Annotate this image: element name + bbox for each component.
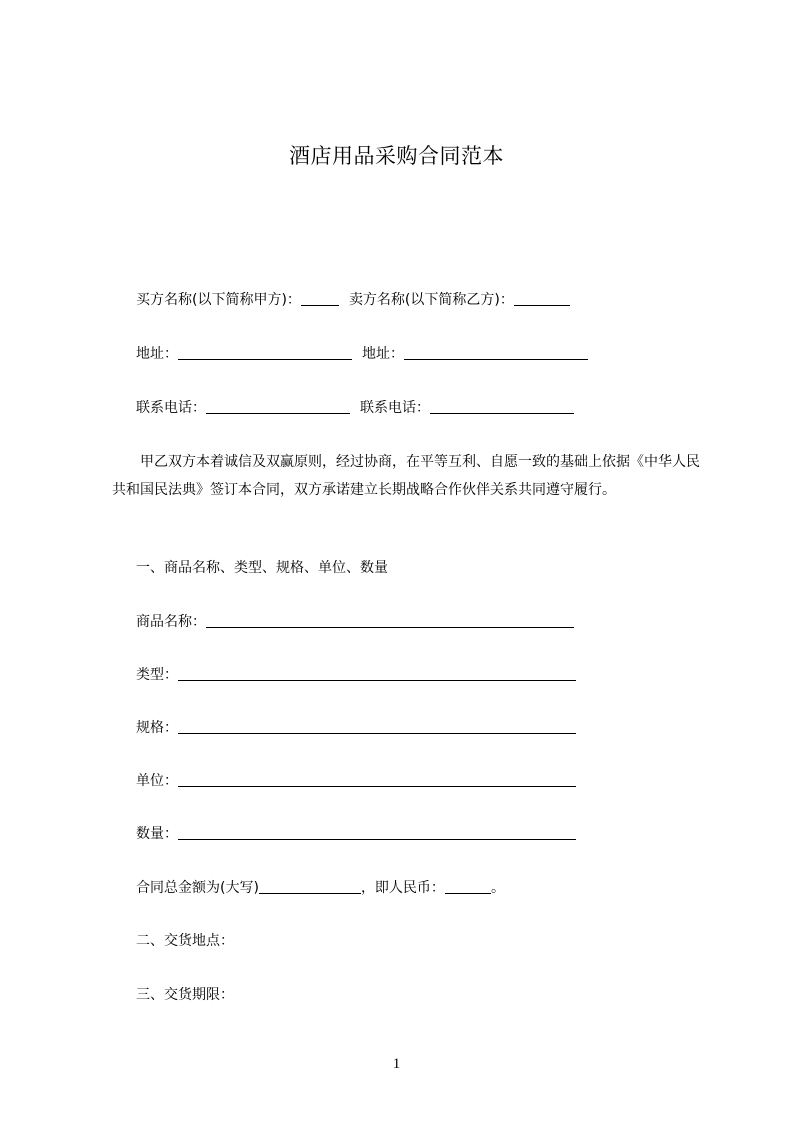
unit-blank (178, 772, 576, 787)
section1-heading: 一、商品名称、类型、规格、单位、数量 (136, 560, 388, 576)
seller-name-blank (514, 291, 570, 306)
buyer-address-label: 地址： (136, 346, 178, 362)
page-number: 1 (392, 1056, 401, 1072)
buyer-name-blank (301, 291, 339, 306)
quantity-blank (178, 825, 576, 840)
intro-paragraph: 甲乙双方本着诚信及双赢原则，经过协商，在平等互利、自愿一致的基础上依据《中华人民共和国民法典》签订本合同，双方承诺建立长期战略合作伙伴关系共同遵守履行。 (112, 454, 700, 498)
product-name-label: 商品名称： (136, 614, 206, 630)
unit-line (136, 771, 576, 791)
total-amount-middle: ，即人民币： (360, 880, 445, 896)
address-line (136, 344, 588, 364)
unit-label: 单位： (136, 773, 178, 789)
seller-address-label: 地址： (362, 346, 404, 362)
section2-heading: 二、交货地点： (136, 933, 234, 949)
total-amount-suffix: 。 (490, 880, 505, 896)
quantity-line (136, 824, 576, 844)
product-name-blank (206, 613, 574, 628)
document-title: 酒店用品采购合同范本 (289, 144, 504, 168)
buyer-address-blank (178, 345, 352, 360)
quantity-label: 数量： (136, 826, 178, 842)
seller-address-blank (404, 345, 588, 360)
seller-label: 卖方名称(以下简称乙方)： (348, 292, 514, 308)
seller-phone-blank (430, 399, 574, 414)
total-amount-line (136, 878, 505, 898)
section3-heading: 三、交货期限： (136, 987, 234, 1003)
buyer-phone-blank (206, 399, 350, 414)
spec-line (136, 718, 576, 738)
spec-label: 规格： (136, 720, 178, 736)
type-blank (178, 666, 576, 681)
total-amount-words-blank (259, 879, 361, 894)
spec-blank (178, 719, 576, 734)
total-amount-prefix: 合同总金额为(大写) (136, 880, 259, 896)
type-label: 类型： (136, 667, 178, 683)
buyer-label: 买方名称(以下简称甲方)： (136, 292, 301, 308)
total-amount-rmb-blank (445, 879, 491, 894)
product-name-line (136, 612, 574, 632)
party-names-line (136, 290, 570, 310)
seller-phone-label: 联系电话： (360, 400, 430, 416)
type-line (136, 665, 576, 685)
buyer-phone-label: 联系电话： (136, 400, 206, 416)
phone-line (136, 398, 574, 418)
